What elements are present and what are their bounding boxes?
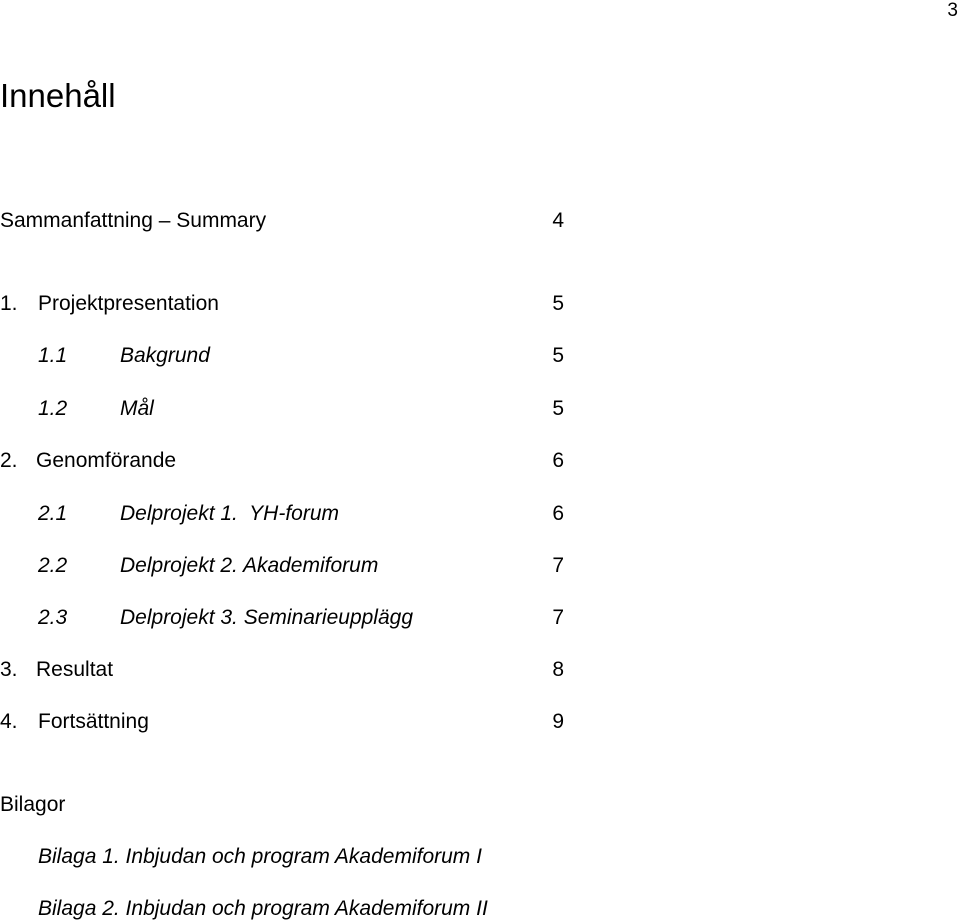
page-number: 3 bbox=[947, 0, 958, 21]
toc-entry-title: Genomförande bbox=[36, 449, 177, 472]
toc-entry-summary[interactable] bbox=[0, 206, 568, 236]
appendix-item[interactable]: Bilaga 1. Inbjudan och program Akademiforum I bbox=[38, 845, 482, 868]
toc-entry-number: 2.2 bbox=[38, 554, 68, 577]
toc-entry-bakgrund[interactable] bbox=[0, 341, 568, 371]
toc-entry-title: Projektpresentation bbox=[38, 292, 219, 315]
toc-entry-title: Delprojekt 3. Seminarieupplägg bbox=[120, 606, 414, 629]
toc-entry-genomforande[interactable] bbox=[0, 446, 568, 476]
toc-entry-page: 6 bbox=[552, 449, 564, 472]
toc-entry-page: 5 bbox=[552, 344, 564, 367]
toc-entry-page: 7 bbox=[552, 606, 564, 629]
toc-entry-number: 1.1 bbox=[38, 344, 68, 367]
toc-entry-page: 6 bbox=[552, 502, 564, 525]
toc-entry-delprojekt-2[interactable] bbox=[0, 551, 568, 581]
toc-entry-number: 4. bbox=[0, 710, 18, 733]
toc-entry-number: 2.1 bbox=[38, 502, 68, 525]
toc-entry-delprojekt-3[interactable] bbox=[0, 603, 568, 633]
toc-entry-title: Delprojekt 1. YH-forum bbox=[120, 502, 340, 525]
toc-entry-page: 9 bbox=[552, 710, 564, 733]
toc-entry-page: 4 bbox=[552, 209, 564, 232]
toc-entry-page: 7 bbox=[552, 554, 564, 577]
toc-entry-fortsattning[interactable] bbox=[0, 707, 568, 737]
toc-entry-mal[interactable] bbox=[0, 394, 568, 424]
toc-entry-number: 3. bbox=[0, 658, 18, 681]
toc-entry-number: 2.3 bbox=[38, 606, 68, 629]
toc-entry-projektpresentation[interactable] bbox=[0, 289, 568, 319]
toc-entry-page: 5 bbox=[552, 292, 564, 315]
toc-entry-page: 8 bbox=[552, 658, 564, 681]
toc-entry-title: Fortsättning bbox=[38, 710, 149, 733]
toc-entry-title: Sammanfattning – Summary bbox=[0, 209, 267, 232]
appendices-heading: Bilagor bbox=[0, 793, 66, 816]
toc-entry-title: Mål bbox=[120, 397, 154, 420]
appendix-item[interactable]: Bilaga 2. Inbjudan och program Akademiforum II bbox=[38, 897, 488, 920]
toc-entry-resultat[interactable] bbox=[0, 655, 568, 685]
page-title: Innehåll bbox=[0, 77, 116, 114]
toc-entry-title: Resultat bbox=[36, 658, 114, 681]
toc-entry-title: Bakgrund bbox=[120, 344, 210, 367]
toc-entry-title: Delprojekt 2. Akademiforum bbox=[120, 554, 379, 577]
toc-entry-number: 2. bbox=[0, 449, 18, 472]
toc-entry-delprojekt-1[interactable] bbox=[0, 499, 568, 529]
toc-entry-page: 5 bbox=[552, 397, 564, 420]
toc-entry-number: 1. bbox=[0, 292, 18, 315]
toc-entry-number: 1.2 bbox=[38, 397, 68, 420]
